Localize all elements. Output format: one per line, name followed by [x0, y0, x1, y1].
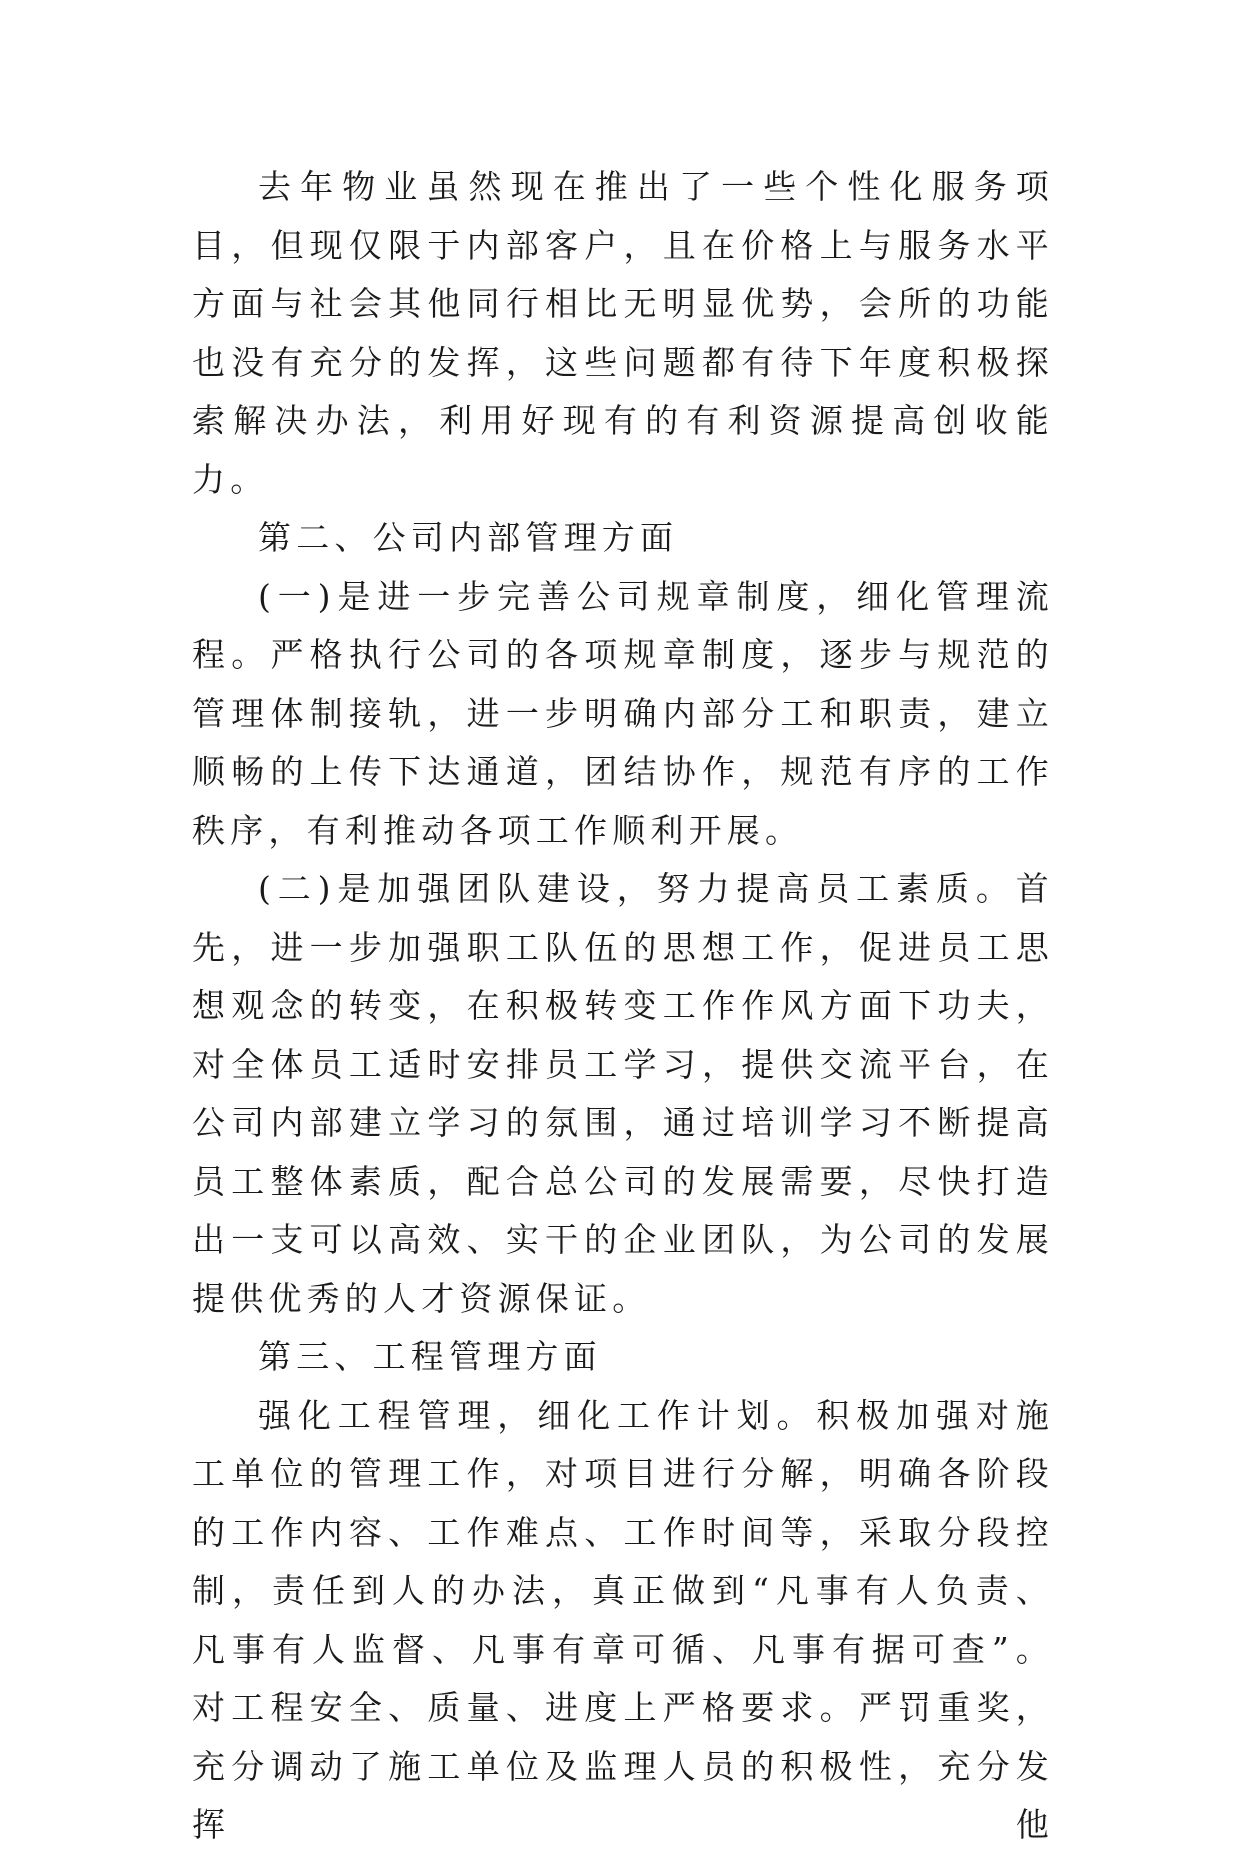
section-heading-engineering-management: 第三、工程管理方面 [258, 1337, 602, 1376]
paragraph-service-projects: 去年物业虽然现在推出了一些个性化服务项目，但现仅限于内部客户，且在价格上与服务水平方面与社会其他同行相比无明显优势，会所的功能也没有充分的发挥，这些问题都有待下年度积极探索解决办法，利用好现有的有利资源提高创收能力。 [192, 167, 1054, 499]
paragraph-rules-and-procedures: (一)是进一步完善公司规章制度，细化管理流程。严格执行公司的各项规章制度，逐步与规范的管理体制接轨，进一步明确内部分工和职责，建立顺畅的上传下达通道，团结协作，规范有序的工作秩序，有利推动各项工作顺利开展。 [192, 576, 1054, 850]
paragraph-team-building: (二)是加强团队建设，努力提高员工素质。首先，进一步加强职工队伍的思想工作，促进员工思想观念的转变，在积极转变工作作风方面下功夫，对全体员工适时安排员工学习，提供交流平台，在公司内部建立学习的氛围，通过培训学习不断提高员工整体素质，配合总公司的发展需要，尽快打造出一支可以高效、实干的企业团队，为公司的发展提供优秀的人才资源保证。 [192, 869, 1054, 1318]
section-heading-internal-management: 第二、公司内部管理方面 [258, 518, 679, 557]
paragraph-engineering-control: 强化工程管理，细化工作计划。积极加强对施工单位的管理工作，对项目进行分解，明确各阶段的工作内容、工作难点、工作时间等，采取分段控制，责任到人的办法，真正做到“凡事有人负责、凡事有人监督、凡事有章可循、凡事有据可查”。对工程安全、质量、进度上严格要求。严罚重奖，充分调动了施工单位及监理人员的积极性，充分发挥他 [192, 1395, 1054, 1844]
document-body [192, 158, 1054, 1855]
